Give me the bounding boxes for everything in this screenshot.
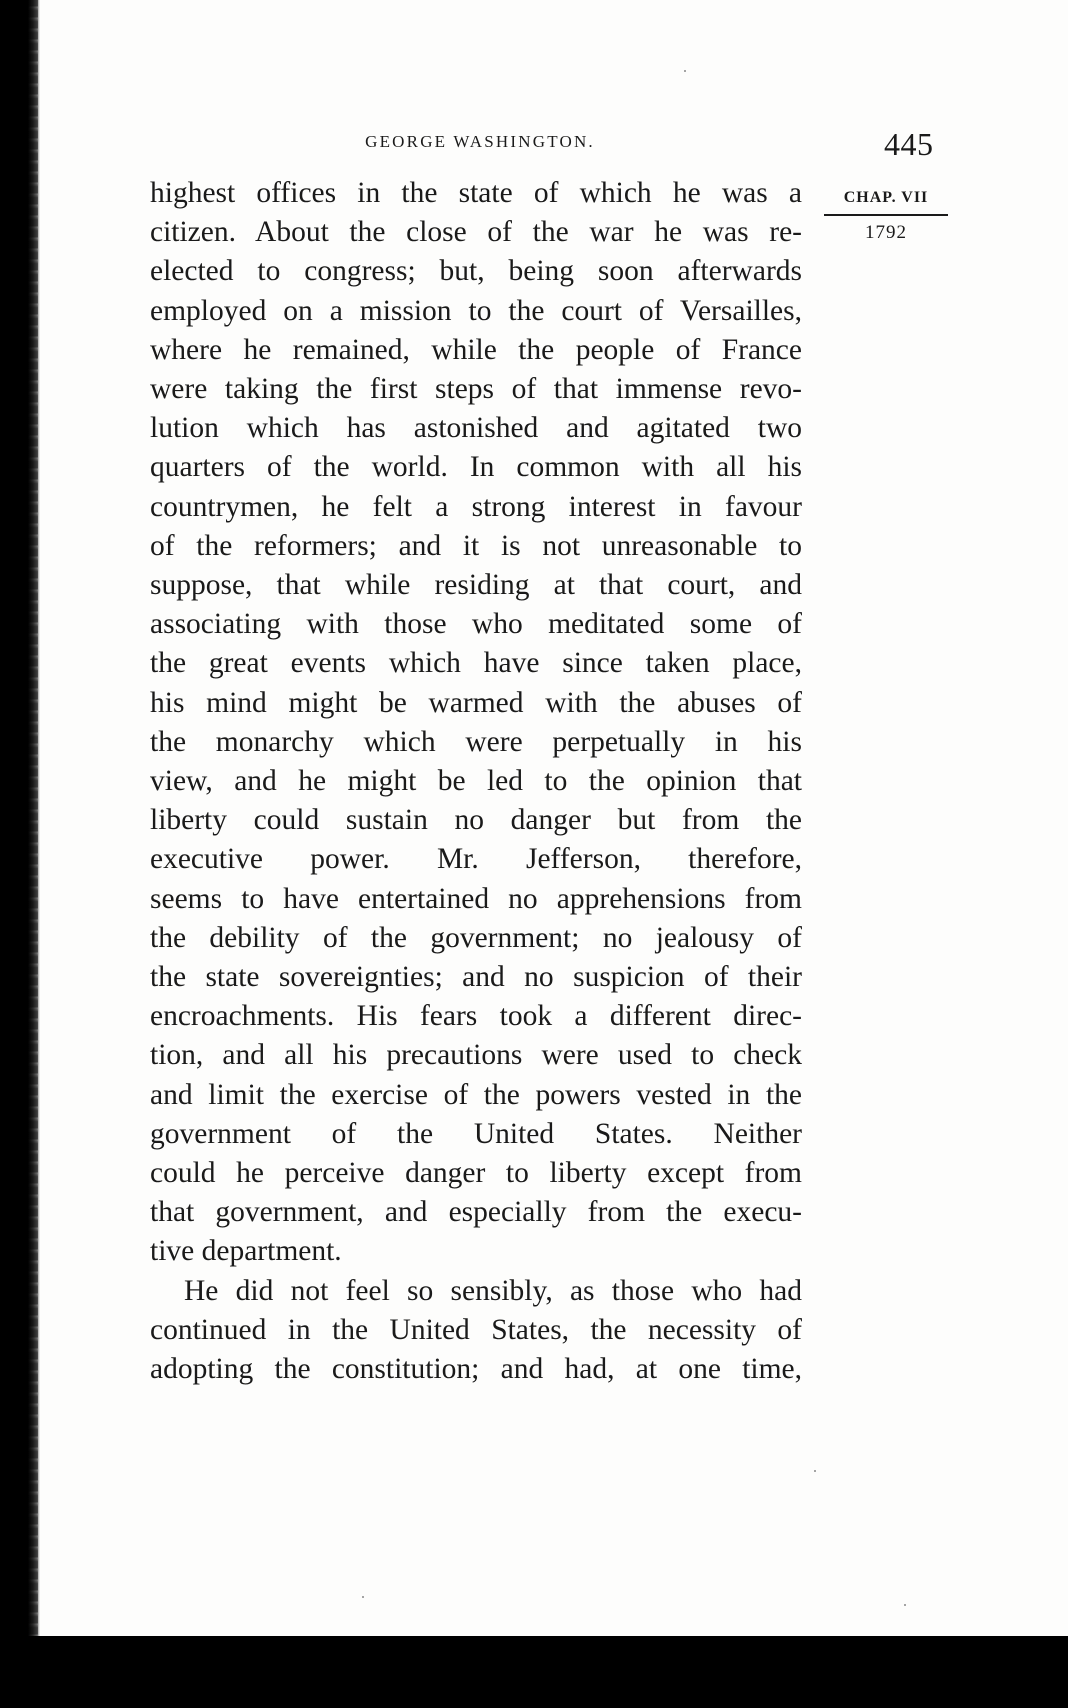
text-line: citizen. About the close of the war he was re- [150,216,802,249]
scan-speck [684,70,686,72]
text-line: tive department. [150,1235,342,1268]
text-line: suppose, that while residing at that court, and [150,569,802,602]
text-line: his mind might be warmed with the abuses of [150,686,802,719]
text-line: tion, and all his precautions were used to check [150,1039,802,1072]
text-line: employed on a mission to the court of Versailles, [150,294,802,327]
paragraph-1 [150,174,802,1272]
text-line: that government, and especially from the execu- [150,1196,802,1229]
text-line: government of the United States. Neither [150,1117,802,1150]
margin-note [824,184,948,244]
text-line: and limit the exercise of the powers vested in the [150,1078,802,1111]
scan-bottom-edge [0,1636,1068,1708]
text-line: lution which has astonished and agitated two [150,412,802,445]
scan-binding-edge [0,0,40,1708]
text-line: seems to have entertained no apprehensions from [150,882,802,915]
text-line: adopting the constitution; and had, at one time, [150,1353,802,1386]
text-line: the debility of the government; no jealousy of [150,921,802,954]
text-line: executive power. Mr. Jefferson, therefore, [150,843,802,876]
scan-speck [814,1470,816,1472]
text-line: liberty could sustain no danger but from the [150,804,802,837]
text-line: countrymen, he felt a strong interest in favour [150,490,802,523]
text-line: of the reformers; and it is not unreasonable to [150,529,802,562]
running-head-title: GEORGE WASHINGTON. [365,132,595,151]
body-text [150,174,802,1389]
text-line: elected to congress; but, being soon afterwards [150,255,802,288]
text-line: where he remained, while the people of France [150,333,802,366]
text-line: could he perceive danger to liberty except from [150,1157,802,1190]
text-line: continued in the United States, the necessity of [150,1313,802,1346]
scan-speck [904,1604,906,1606]
text-line: quarters of the world. In common with all his [150,451,802,484]
text-line: view, and he might be led to the opinion that [150,765,802,798]
text-line: the monarchy which were perpetually in his [150,725,802,758]
paragraph-2 [150,1272,802,1390]
text-line: the state sovereignties; and no suspicion of their [150,961,802,994]
text-line: associating with those who meditated some of [150,608,802,641]
page-number: 445 [884,126,934,162]
text-line: encroachments. His fears took a different direc- [150,1000,802,1033]
text-line: the great events which have since taken place, [150,647,802,680]
text-line: highest offices in the state of which he was a [150,177,802,209]
text-line: He did not feel so sensibly, as those who had [184,1274,802,1307]
margin-note-rule [824,214,948,216]
text-line: were taking the first steps of that immense revo- [150,373,802,406]
year-label: 1792 [865,222,907,243]
scan-speck [362,1596,364,1598]
chapter-label: CHAP. VII [843,189,929,206]
